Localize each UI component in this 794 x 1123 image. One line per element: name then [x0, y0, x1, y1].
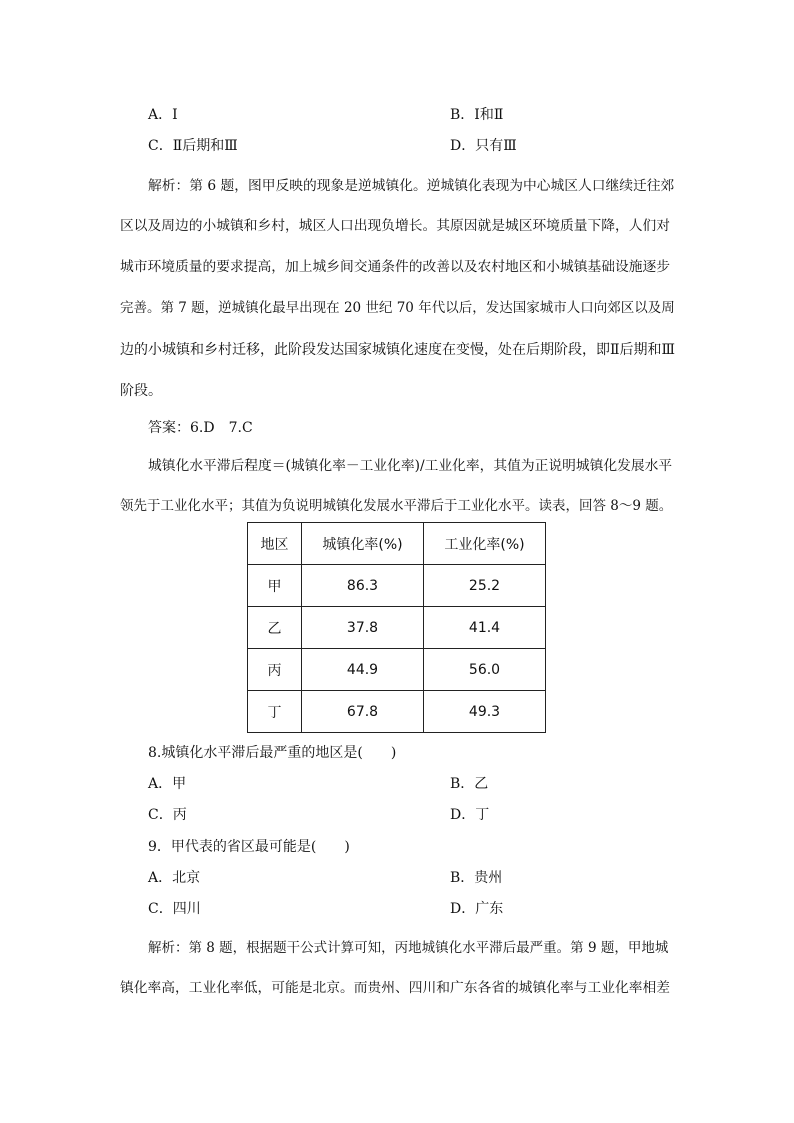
table-cell-urbanization: 86.3: [302, 565, 424, 607]
intro-8-9-line-2: 领先于工业化水平；其值为负说明城镇化发展水平滞后于工业化水平。读表，回答 8～9 题。: [120, 498, 673, 514]
q7-option-d: D．只有Ⅲ: [450, 138, 517, 154]
table-cell-region: 丁: [248, 691, 302, 733]
q9-option-a: A．北京: [148, 870, 201, 886]
q7-option-a: A．Ⅰ: [148, 107, 178, 123]
q8-option-c: C．丙: [148, 807, 187, 823]
table-cell-industrialization: 41.4: [424, 607, 546, 649]
explanation-8-9-line-1: 解析：第 8 题，根据题干公式计算可知，丙地城镇化水平滞后最严重。第 9 题，甲地城: [148, 940, 669, 956]
table-cell-region: 甲: [248, 565, 302, 607]
answer-6-7: 答案：6.D 7.C: [148, 420, 253, 436]
explanation-8-9-line-2: 镇化率高，工业化率低，可能是北京。而贵州、四川和广东各省的城镇化率与工业化率相差: [120, 980, 671, 996]
explanation-6-7-line-5: 边的小城镇和乡村迁移，此阶段发达国家城镇化速度在变慢，处在后期阶段，即Ⅱ后期和Ⅲ: [120, 342, 676, 358]
table-cell-urbanization: 37.8: [302, 607, 424, 649]
explanation-6-7-line-4: 完善。第 7 题，逆城镇化最早出现在 20 世纪 70 年代以后，发达国家城市人口向郊区以及周: [120, 300, 675, 316]
q9-option-d: D．广东: [450, 901, 504, 917]
table-cell-industrialization: 25.2: [424, 565, 546, 607]
q9-stem: 9．甲代表的省区最可能是( ): [148, 839, 350, 855]
table-header-industrialization-rate: 工业化率(%): [424, 523, 546, 565]
table-row: [248, 565, 546, 607]
table-row: [248, 691, 546, 733]
table-cell-region: 丙: [248, 649, 302, 691]
urbanization-table: [247, 522, 546, 733]
q8-option-b: B．乙: [450, 776, 489, 792]
q8-stem: 8.城镇化水平滞后最严重的地区是( ): [148, 745, 397, 761]
explanation-6-7-line-3: 城市环境质量的要求提高，加上城乡间交通条件的改善以及农村地区和小城镇基础设施逐步: [120, 259, 671, 275]
table-cell-industrialization: 49.3: [424, 691, 546, 733]
intro-8-9-line-1: 城镇化水平滞后程度＝(城镇化率－工业化率)/工业化率，其值为正说明城镇化发展水平: [148, 458, 673, 474]
table-row: [248, 649, 546, 691]
table-cell-urbanization: 67.8: [302, 691, 424, 733]
q9-option-b: B．贵州: [450, 870, 503, 886]
table-cell-urbanization: 44.9: [302, 649, 424, 691]
explanation-6-7-line-1: 解析：第 6 题，图甲反映的现象是逆城镇化。逆城镇化表现为中心城区人口继续迁往郊: [148, 178, 675, 194]
table-cell-region: 乙: [248, 607, 302, 649]
table-row: [248, 607, 546, 649]
table-cell-industrialization: 56.0: [424, 649, 546, 691]
q7-option-b: B．Ⅰ和Ⅱ: [450, 107, 504, 123]
q9-option-c: C．四川: [148, 901, 201, 917]
table-header-row: [248, 523, 546, 565]
q8-option-a: A．甲: [148, 776, 187, 792]
table-header-urbanization-rate: 城镇化率(%): [302, 523, 424, 565]
q8-option-d: D．丁: [450, 807, 490, 823]
table-header-region: 地区: [248, 523, 302, 565]
explanation-6-7-line-6: 阶段。: [120, 383, 162, 399]
q7-option-c: C．Ⅱ后期和Ⅲ: [148, 138, 238, 154]
explanation-6-7-line-2: 区以及周边的小城镇和乡村，城区人口出现负增长。其原因就是城区环境质量下降，人们对: [120, 218, 671, 234]
